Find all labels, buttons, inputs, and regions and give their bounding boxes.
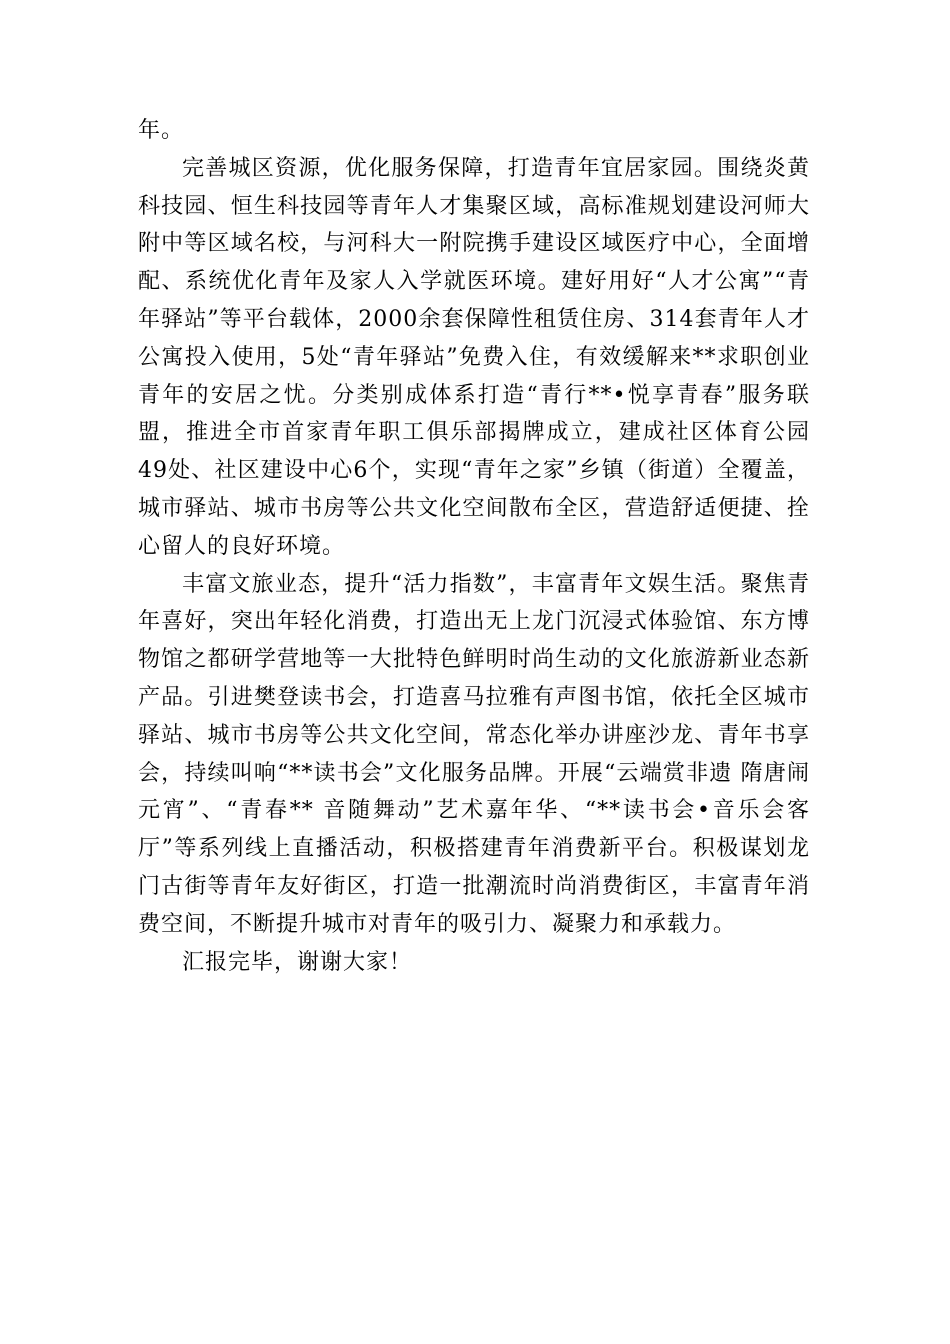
paragraph-closing: 汇报完毕，谢谢大家！ — [182, 949, 413, 975]
document-body — [138, 112, 810, 981]
paragraph-continuation: 年。 — [138, 118, 185, 143]
paragraph-living-environment: 完善城区资源，优化服务保障，打造青年宜居家园。围绕炎黄科技园、恒生科技园等青年人才集聚区域，高标准规划建设河师大附中等区域名校，与河科大一附院携手建设区域医疗中心，全面增配、系统优化青年及家人入学就医环境。建好用好“人才公寓”“青年驿站”等平台载体，2000余套保障性租赁住房、314套青年人才公寓投入使用，5处“青年驿站”免费入住，有效缓解来**求职创业青年的安居之忧。分类别成体系打造“青行**•悦享青春”服务联盟，推进全市首家青年职工俱乐部揭牌成立，建成社区体育公园49处、社区建设中心6个，实现“青年之家”乡镇（街道）全覆盖，城市驿站、城市书房等公共文化空间散布全区，营造舒适便捷、拴心留人的良好环境。 — [138, 155, 810, 559]
paragraph-culture-tourism: 丰富文旅业态，提升“活力指数”，丰富青年文娱生活。聚焦青年喜好，突出年轻化消费，打造出无上龙门沉浸式体验馆、东方博物馆之都研学营地等一大批特色鲜明时尚生动的文化旅游新业态新产品。引进樊登读书会，打造喜马拉雅有声图书馆，依托全区城市驿站、城市书房等公共文化空间，常态化举办讲座沙龙、青年书享会，持续叫响“**读书会”文化服务品牌。开展“云端赏非遗 隋唐闹元宵”、“青春** 音随舞动”艺术嘉年华、“**读书会•音乐会客厅”等系列线上直播活动，积极搭建青年消费新平台。积极谋划龙门古街等青年友好街区，打造一批潮流时尚消费街区，丰富青年消费空间，不断提升城市对青年的吸引力、凝聚力和承载力。 — [138, 571, 810, 937]
